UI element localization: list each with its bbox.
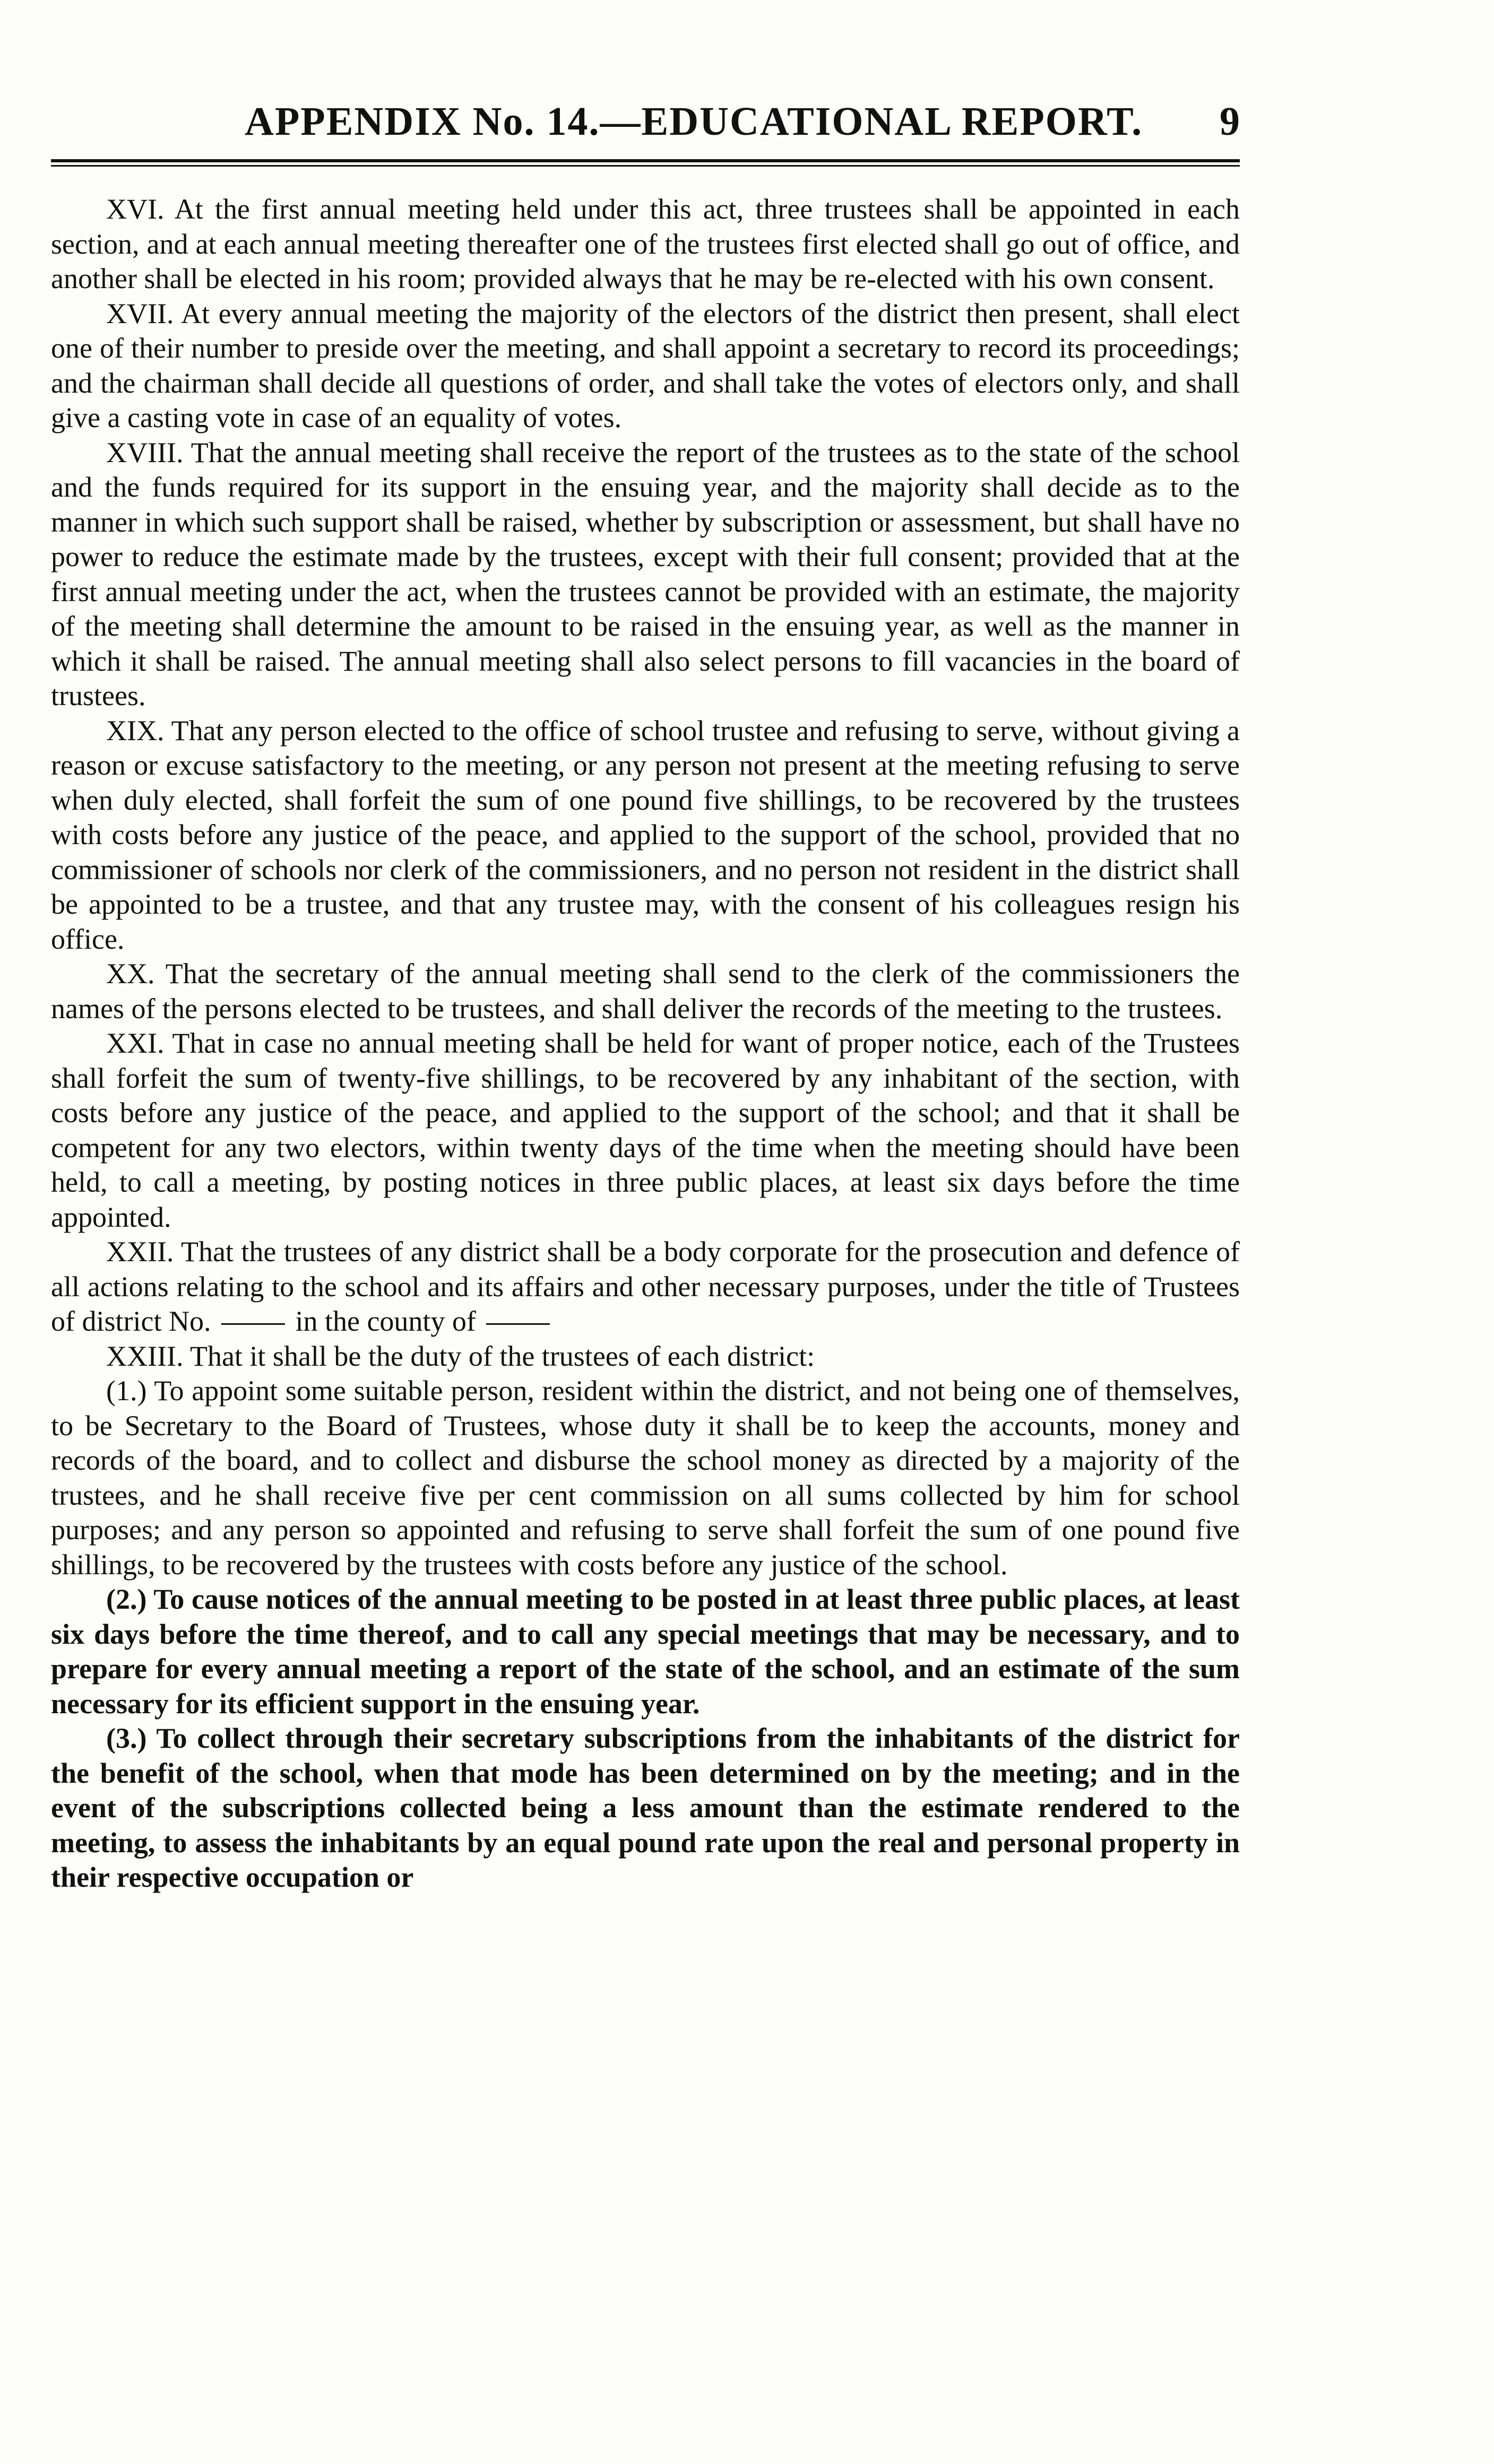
section-xx: XX. That the secretary of the annual meeting shall send to the clerk of the commissioners the names of the persons elected to be trustees, and shall deliver the records of the meeting to the trustees. xyxy=(51,958,1240,1025)
section-xxiii: XXIII. That it shall be the duty of the trustees of each district: xyxy=(106,1340,815,1372)
section-xxii-county: in the county of xyxy=(295,1305,476,1337)
section-xxi: XXI. That in case no annual meeting shall be held for want of proper notice, each of the Trustees shall forfeit the sum of twenty-five shillings, to be recovered by any inhabitant of the section, with costs before any justice of the peace, and applied to the support of the school; and that it shall be competent for any two electors, within twenty days of the time when the meeting should have been held, to call a meeting, by posting notices in three public places, at least six days before the time appointed. xyxy=(51,1027,1240,1233)
section-xxii xyxy=(51,1235,1240,1339)
section-xix: XIX. That any person elected to the office of school trustee and refusing to serve, without giving a reason or excuse satisfactory to the meeting, or any person not present at the meeting refusing to serve when duly elected, shall forfeit the sum of one pound five shillings, to be recovered by the trustees with costs before any justice of the peace, and applied to the support of the school, provided that no commissioner of schools nor clerk of the commissioners, and no person not resident in the district shall be appointed to be a trustee, and that any trustee may, with the consent of his colleagues resign his office. xyxy=(51,714,1240,955)
blank-line xyxy=(221,1323,285,1325)
running-title: APPENDIX No. 14.—EDUCATIONAL REPORT. xyxy=(245,99,1143,144)
blank-line xyxy=(486,1323,550,1325)
section-xvi: XVI. At the first annual meeting held under this act, three trustees shall be appointed in each section, and at each annual meeting thereafter one of the trustees first elected shall go out of office, and another shall be elected in his room; provided always that he may be re-elected with his own consent. xyxy=(51,193,1240,294)
page-header xyxy=(51,99,1240,152)
section-xviii: XVIII. That the annual meeting shall receive the report of the trustees as to the state of the school and the funds required for its support in the ensuing year, and the majority shall decide as to the manner in which such support shall be raised, whether by subscription or assessment, but shall have no power to reduce the estimate made by the trustees, except with their full consent; provided that at the first annual meeting under the act, when the trustees cannot be provided with an estimate, the majority of the meeting shall determine the amount to be raised in the ensuing year, as well as the manner in which it shall be raised. The annual meeting shall also select persons to fill vacancies in the board of trustees. xyxy=(51,436,1240,712)
page-number: 9 xyxy=(1220,99,1240,144)
duty-1: (1.) To appoint some suitable person, resident within the district, and not being one of themselves, to be Secretary to the Board of Trustees, whose duty it shall be to keep the accounts, money and records of the board, and to collect and disburse the school money as directed by a majority of the trustees, and he shall receive five per cent commission on all sums collected by him for school purposes; and any person so appointed and refusing to serve shall forfeit the sum of one pound five shillings, to be recovered by the trustees with costs before any justice of the school. xyxy=(51,1375,1240,1581)
duty-2: (2.) To cause notices of the annual meeting to be posted in at least three public places, at least six days before the time thereof, and to call any special meetings that may be necessary, and to prepare for every annual meeting a report of the state of the school, and an estimate of the sum necessary for its efficient support in the ensuing year. xyxy=(51,1583,1240,1720)
header-rule xyxy=(51,159,1240,167)
section-xvii: XVII. At every annual meeting the majority of the electors of the district then present, shall elect one of their number to preside over the meeting, and shall appoint a secretary to record its proceedings; and the chairman shall decide all questions of order, and shall take the votes of electors only, and shall give a casting vote in case of an equality of votes. xyxy=(51,297,1240,433)
section-xxii-text: XXII. That the trustees of any district shall be a body corporate for the prosecution and defence of all actions relating to the school and its affairs and other necessary purposes, under the title of Trustees of district No. xyxy=(51,1236,1240,1337)
body-text xyxy=(51,192,1240,1895)
duty-3: (3.) To collect through their secretary subscriptions from the inhabitants of the district for the benefit of the school, when that mode has been determined on by the meeting; and in the event of the subscriptions collected being a less amount than the estimate rendered to the meeting, to assess the inhabitants by an equal pound rate upon the real and personal property in their respective occupation or xyxy=(51,1722,1240,1893)
